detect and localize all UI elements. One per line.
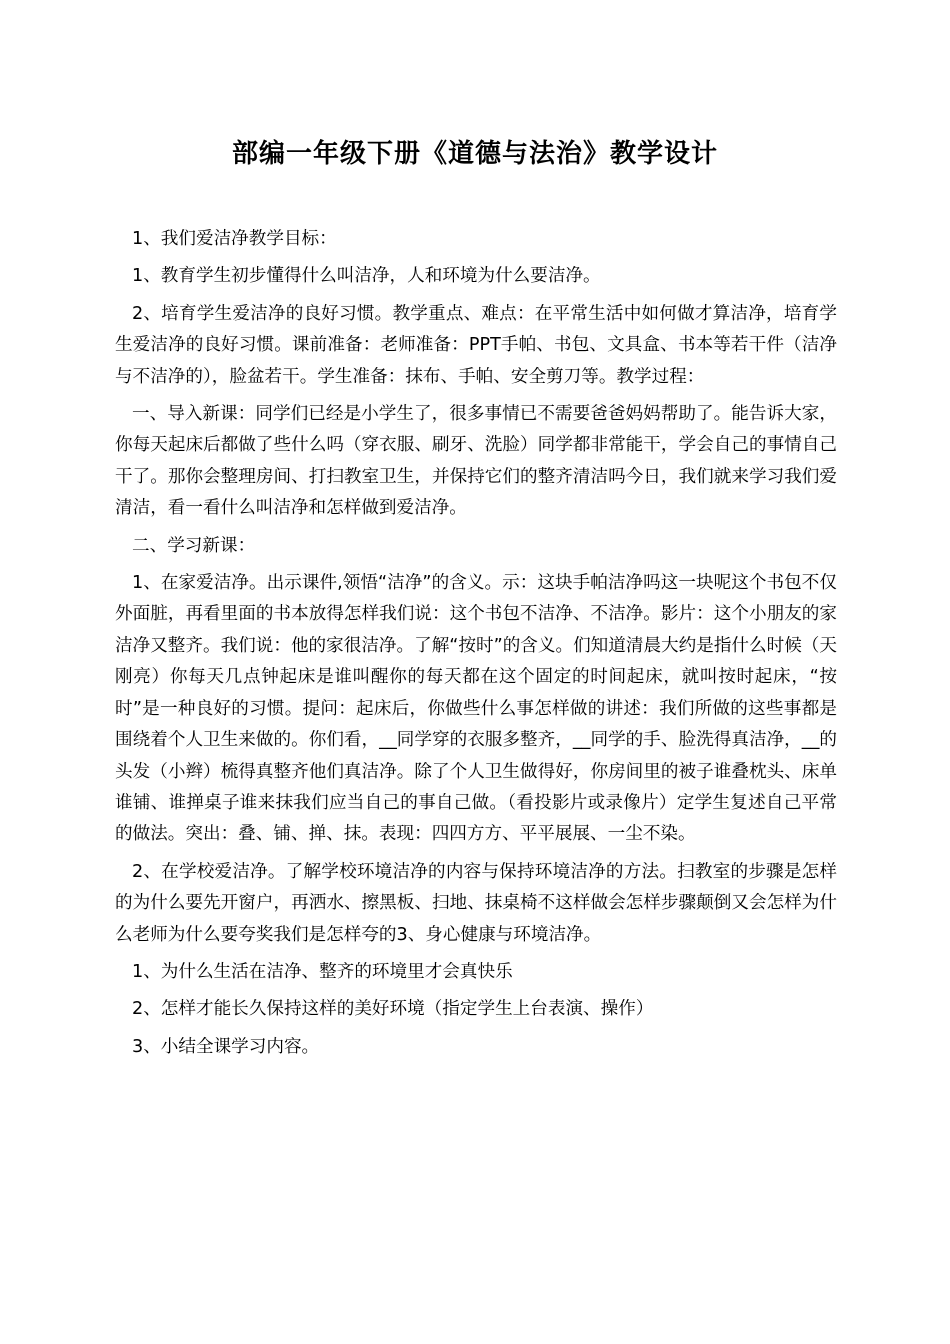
paragraph: 一、导入新课：同学们已经是小学生了，很多事情已不需要爸爸妈妈帮助了。能告诉大家，你每天起床后都做了些什么吗（穿衣服、刷牙、洗脸）同学都非常能干，学会自己的事情自己干了。那你会整理房间、打扫教室卫生，并保持它们的整齐清洁吗今日，我们就来学习我们爱清洁，看一看什么叫洁净和怎样做到爱洁净。: [115, 404, 837, 519]
paragraph: 1、教育学生初步懂得什么叫洁净，人和环境为什么要洁净。: [132, 266, 601, 287]
paragraph: 2、培育学生爱洁净的良好习惯。教学重点、难点：在平常生活中如何做才算洁净，培育学生爱洁净的良好习惯。课前准备：老师准备：PPT手帕、书包、文具盒、书本等若干件（洁净与不洁净的），脸盆若干。学生准备：抹布、手帕、安全剪刀等。教学过程：: [115, 303, 837, 387]
paragraph: 1、为什么生活在洁净、整齐的环境里才会真快乐: [132, 961, 513, 982]
paragraph: 2、怎样才能长久保持这样的美好环境（指定学生上台表演、操作）: [132, 999, 654, 1020]
document-title: 部编一年级下册《道德与法治》教学设计: [231, 139, 718, 169]
paragraph: 二、学习新课：: [132, 535, 256, 556]
paragraph: 1、我们爱洁净教学目标：: [132, 229, 337, 249]
document-body: [115, 224, 837, 1069]
paragraph: 2、在学校爱洁净。了解学校环境洁净的内容与保持环境洁净的方法。扫教室的步骤是怎样的为什么要先开窗户，再洒水、擦黑板、扫地、抹桌椅不这样做会怎样步骤颠倒又会怎样为什么老师为什么要夸奖我们是怎样夸的3、身心健康与环境洁净。: [115, 861, 837, 945]
paragraph: 3、小结全课学习内容。: [132, 1036, 320, 1057]
paragraph: 1、在家爱洁净。出示课件,领悟“洁净”的含义。示：这块手帕洁净吗这一块呢这个书包不仅外面脏，再看里面的书本放得怎样我们说：这个书包不洁净、不洁净。影片：这个小朋友的家洁净又整齐。我们说：他的家很洁净。了解“按时”的含义。们知道清晨大约是指什么时候（天刚亮）你每天几点钟起床是谁叫醒你的每天都在这个固定的时间起床，就叫按时起床，“按时”是一种良好的习惯。提问：起床后，你做些什么事怎样做的讲述：我们所做的这些事都是围绕着个人卫生来做的。你们看，__同学穿的衣服多整齐，__同学的手、脸洗得真洁净，__的头发（小辫）梳得真整齐他们真洁净。除了个人卫生做得好，你房间里的被子谁叠枕头、床单谁铺、谁掸桌子谁来抹我们应当自己的事自己做。（看投影片或录像片）定学生复述自己平常的做法。突出：叠、铺、掸、抹。表现：四四方方、平平展展、一尘不染。: [115, 573, 837, 845]
